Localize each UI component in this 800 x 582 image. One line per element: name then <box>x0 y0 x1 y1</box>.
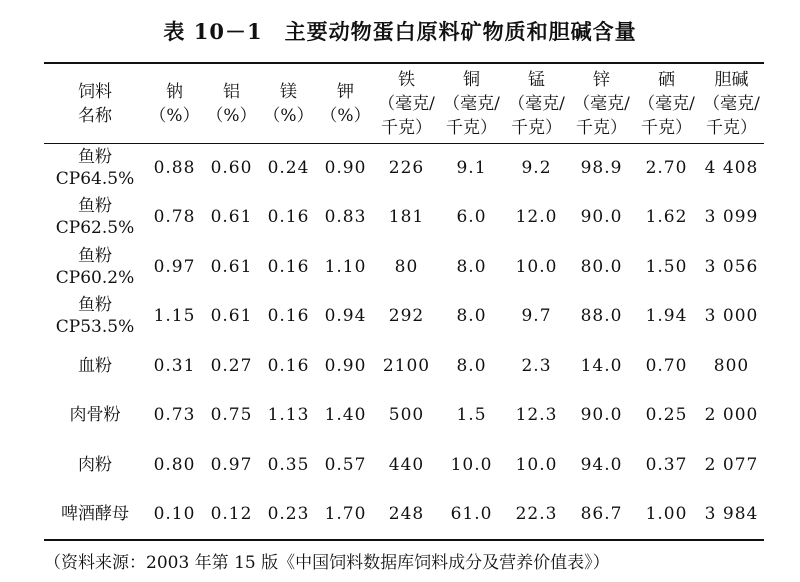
column-header <box>203 64 260 143</box>
value-cell: 0.61 <box>210 306 253 327</box>
feed-name-cell <box>44 292 146 342</box>
value-cell: 1.40 <box>324 405 367 426</box>
feed-name-line: 肉粉 <box>78 454 112 475</box>
column-header <box>504 64 569 143</box>
value-cell: 2 077 <box>704 454 759 475</box>
value-cell: 9.2 <box>521 157 552 178</box>
value-cell: 440 <box>388 454 425 475</box>
feed-name-line: CP62.5% <box>55 218 135 239</box>
value-cell: 2.70 <box>645 157 688 178</box>
value-cell: 0.75 <box>210 405 253 426</box>
column-header-line: 名称 <box>78 105 112 126</box>
value-cell: 1.13 <box>267 405 310 426</box>
feed-name-cell <box>44 440 146 490</box>
value-cell: 3 099 <box>704 207 759 228</box>
value-cell: 88.0 <box>580 306 623 327</box>
column-header-line: 铝 <box>223 81 240 102</box>
value-cell: 12.0 <box>515 207 558 228</box>
value-cell: 0.90 <box>324 355 367 376</box>
value-cell: 1.5 <box>456 405 487 426</box>
value-cell: 10.0 <box>450 454 493 475</box>
column-header-line: 锌 <box>593 69 610 90</box>
value-cell: 86.7 <box>580 504 623 525</box>
value-cell: 0.97 <box>153 256 196 277</box>
value-cell: 0.16 <box>267 256 310 277</box>
feed-name-line: 鱼粉 <box>78 245 112 266</box>
value-cell: 3 056 <box>704 256 759 277</box>
feed-name-line: 血粉 <box>78 355 112 376</box>
bottom-rule <box>44 539 764 541</box>
value-cell: 9.1 <box>456 157 487 178</box>
value-cell: 6.0 <box>456 207 487 228</box>
table-body <box>44 143 764 539</box>
column-header-line: （毫克/ <box>508 93 565 114</box>
value-cell: 1.50 <box>645 256 688 277</box>
value-cell: 0.24 <box>267 157 310 178</box>
table-row <box>44 440 764 490</box>
value-cell: 1.15 <box>153 306 196 327</box>
value-cell: 0.78 <box>153 207 196 228</box>
column-header-line: （%） <box>263 105 314 126</box>
value-cell: 0.90 <box>324 157 367 178</box>
value-cell: 3 000 <box>704 306 759 327</box>
value-cell: 0.94 <box>324 306 367 327</box>
column-header-line: （毫克/ <box>378 93 435 114</box>
value-cell: 0.31 <box>153 355 196 376</box>
value-cell: 2100 <box>382 355 431 376</box>
column-header-line: （毫克/ <box>573 93 630 114</box>
value-cell: 22.3 <box>515 504 558 525</box>
column-header-line: 千克） <box>576 117 627 138</box>
column-header <box>317 64 374 143</box>
value-cell: 80 <box>394 256 419 277</box>
value-cell: 80.0 <box>580 256 623 277</box>
value-cell: 61.0 <box>450 504 493 525</box>
column-header-line: （毫克/ <box>443 93 500 114</box>
column-header-line: 铁 <box>398 69 415 90</box>
value-cell: 98.9 <box>580 157 623 178</box>
value-cell: 1.94 <box>645 306 688 327</box>
column-header-line: 千克） <box>511 117 562 138</box>
column-header-line: （%） <box>320 105 371 126</box>
value-cell: 0.12 <box>210 504 253 525</box>
column-header-line: （%） <box>206 105 257 126</box>
column-header-line: （毫克/ <box>638 93 695 114</box>
value-cell: 9.7 <box>521 306 552 327</box>
value-cell: 1.00 <box>645 504 688 525</box>
value-cell: 10.0 <box>515 256 558 277</box>
source-footnote: （资料来源：2003 年第 15 版《中国饲料数据库饲料成分及营养价值表》） <box>44 553 610 573</box>
value-cell: 10.0 <box>515 454 558 475</box>
column-header-line: 铜 <box>463 69 480 90</box>
value-cell: 8.0 <box>456 306 487 327</box>
column-header-line: （%） <box>149 105 200 126</box>
value-cell: 181 <box>388 207 425 228</box>
feed-name-line: 肉骨粉 <box>69 405 121 426</box>
value-cell: 248 <box>388 504 425 525</box>
value-cell: 1.10 <box>324 256 367 277</box>
feed-name-line: 啤酒酵母 <box>61 504 129 525</box>
value-cell: 800 <box>713 355 750 376</box>
column-header-line: 钾 <box>337 81 354 102</box>
value-cell: 0.37 <box>645 454 688 475</box>
column-header-line: 锰 <box>528 69 545 90</box>
value-cell: 0.57 <box>324 454 367 475</box>
value-cell: 0.61 <box>210 207 253 228</box>
column-header-line: （毫克/ <box>703 93 760 114</box>
column-header <box>699 64 764 143</box>
value-cell: 0.83 <box>324 207 367 228</box>
column-header <box>146 64 203 143</box>
feed-name-line: 鱼粉 <box>78 196 112 217</box>
value-cell: 3 984 <box>704 504 759 525</box>
feed-name-cell <box>44 490 146 540</box>
value-cell: 0.61 <box>210 256 253 277</box>
column-header <box>569 64 634 143</box>
value-cell: 2 000 <box>704 405 759 426</box>
header-row <box>44 64 764 143</box>
value-cell: 0.16 <box>267 306 310 327</box>
table-row <box>44 193 764 243</box>
feed-name-cell <box>44 391 146 441</box>
value-cell: 90.0 <box>580 207 623 228</box>
value-cell: 0.97 <box>210 454 253 475</box>
feed-name-line: CP64.5% <box>55 168 135 189</box>
feed-name-line: CP53.5% <box>55 317 135 338</box>
value-cell: 0.25 <box>645 405 688 426</box>
value-cell: 0.27 <box>210 355 253 376</box>
table-row <box>44 143 764 193</box>
value-cell: 0.16 <box>267 207 310 228</box>
value-cell: 0.35 <box>267 454 310 475</box>
column-header <box>260 64 317 143</box>
table-row <box>44 341 764 391</box>
value-cell: 2.3 <box>521 355 552 376</box>
value-cell: 0.70 <box>645 355 688 376</box>
feed-name-line: CP60.2% <box>55 267 135 288</box>
feed-name-line: 鱼粉 <box>78 295 112 316</box>
feed-name-line: 鱼粉 <box>78 146 112 167</box>
column-header-line: 千克） <box>641 117 692 138</box>
table-row <box>44 490 764 540</box>
value-cell: 226 <box>388 157 425 178</box>
value-cell: 0.16 <box>267 355 310 376</box>
value-cell: 292 <box>388 306 425 327</box>
value-cell: 1.62 <box>645 207 688 228</box>
value-cell: 4 408 <box>704 157 759 178</box>
column-header-line: 镁 <box>280 81 297 102</box>
value-cell: 90.0 <box>580 405 623 426</box>
value-cell: 0.73 <box>153 405 196 426</box>
column-header-line: 胆碱 <box>714 69 749 90</box>
column-header-line: 千克） <box>446 117 497 138</box>
column-header-line: 千克） <box>706 117 757 138</box>
table-row <box>44 391 764 441</box>
table-row <box>44 292 764 342</box>
value-cell: 14.0 <box>580 355 623 376</box>
value-cell: 1.70 <box>324 504 367 525</box>
column-header <box>439 64 504 143</box>
feed-name-cell <box>44 143 146 193</box>
value-cell: 8.0 <box>456 355 487 376</box>
column-header-line: 饲料 <box>78 81 112 102</box>
value-cell: 12.3 <box>515 405 558 426</box>
column-header <box>44 64 146 143</box>
value-cell: 0.60 <box>210 157 253 178</box>
column-header-line: 钠 <box>166 81 183 102</box>
value-cell: 94.0 <box>580 454 623 475</box>
value-cell: 500 <box>388 405 425 426</box>
column-header <box>634 64 699 143</box>
feed-name-cell <box>44 242 146 292</box>
value-cell: 8.0 <box>456 256 487 277</box>
table-title: 表 10－1 主要动物蛋白原料矿物质和胆碱含量 <box>163 19 637 44</box>
column-header <box>374 64 439 143</box>
table-row <box>44 242 764 292</box>
mineral-choline-table <box>44 64 764 539</box>
column-header-line: 千克） <box>381 117 432 138</box>
value-cell: 0.10 <box>153 504 196 525</box>
value-cell: 0.80 <box>153 454 196 475</box>
column-header-line: 硒 <box>658 69 675 90</box>
value-cell: 0.88 <box>153 157 196 178</box>
feed-name-cell <box>44 193 146 243</box>
feed-name-cell <box>44 341 146 391</box>
value-cell: 0.23 <box>267 504 310 525</box>
